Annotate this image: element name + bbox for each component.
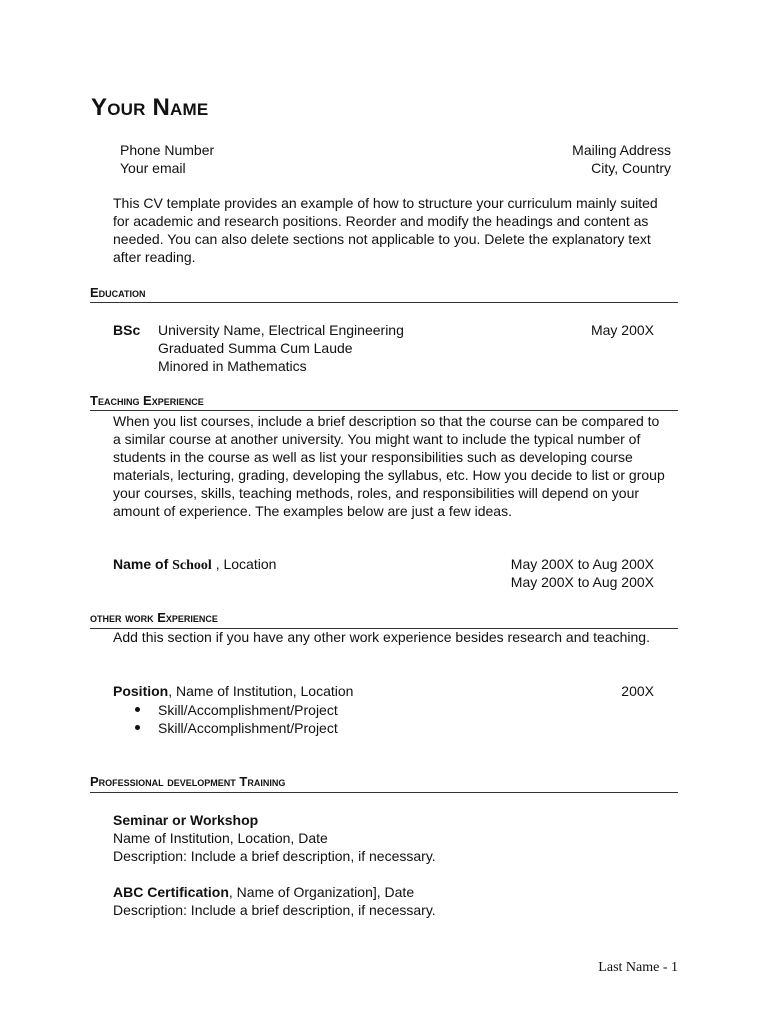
teaching-description: When you list courses, include a brief description so that the course can be compared to a similar course at another university. You might want to include the typical number of students in the course as well as list your responsibilities such as developing course materials, lecturing, grading, developing the syllabus, etc. How you decide to list or group your courses, skills, teaching methods, roles, and responsibilities will depend on your amount of experience. The examples below are just a few ideas. <box>113 413 665 519</box>
other-work-description: Add this section if you have any other work experience besides research and teaching. <box>113 629 650 645</box>
section-divider <box>90 792 678 793</box>
teaching-heading: Teaching Experience <box>90 393 204 408</box>
education-date: May 200X <box>590 322 654 338</box>
bullet-icon <box>135 725 140 730</box>
cert-rest: , Name of Organization], Date <box>228 884 415 900</box>
email-address: Your email <box>120 160 186 176</box>
section-divider <box>90 410 678 411</box>
mailing-address: Mailing Address <box>572 142 671 158</box>
seminar-title: Seminar or Workshop <box>113 812 259 828</box>
seminar-line: Description: Include a brief description, if necessary. <box>113 848 436 864</box>
entry-label: Name of <box>113 556 169 572</box>
education-heading: Education <box>90 285 146 300</box>
teaching-date: May 200X to Aug 200X <box>510 574 654 590</box>
certification-entry <box>113 883 414 901</box>
cert-line: Description: Include a brief description, if necessary. <box>113 902 436 918</box>
position-date: 200X <box>621 683 654 699</box>
section-divider <box>90 302 678 303</box>
list-item: Skill/Accomplishment/Project <box>158 720 338 736</box>
phone-number: Phone Number <box>120 142 215 158</box>
city-country: City, Country <box>591 160 671 176</box>
list-item: Skill/Accomplishment/Project <box>158 702 338 718</box>
cert-title: ABC Certification <box>113 884 229 900</box>
entry-location: , Location <box>211 556 277 572</box>
page-footer: Last Name - 1 <box>598 960 678 975</box>
page-title: Your Name <box>91 94 209 121</box>
teaching-date: May 200X to Aug 200X <box>510 556 654 572</box>
position-label: Position <box>113 683 169 699</box>
intro-paragraph: This CV template provides an example of how to structure your curriculum mainly suited for academic and research positions. Reorder and modify the headings and content as needed. You can also delete sections not applicable to you. Delete the explanatory text after reading. <box>113 195 658 265</box>
seminar-line: Name of Institution, Location, Date <box>113 830 328 846</box>
education-line: University Name, Electrical Engineering <box>158 322 404 338</box>
entry-school: School <box>172 558 212 573</box>
bullet-icon <box>135 707 140 712</box>
position-rest: , Name of Institution, Location <box>168 683 354 699</box>
position-entry <box>113 682 353 700</box>
education-line: Minored in Mathematics <box>158 358 307 374</box>
teaching-entry <box>113 555 276 575</box>
education-line: Graduated Summa Cum Laude <box>158 340 353 356</box>
other-work-heading: other work Experience <box>90 610 218 625</box>
degree-label: BSc <box>113 322 141 338</box>
training-heading: Professional development Training <box>90 774 286 789</box>
